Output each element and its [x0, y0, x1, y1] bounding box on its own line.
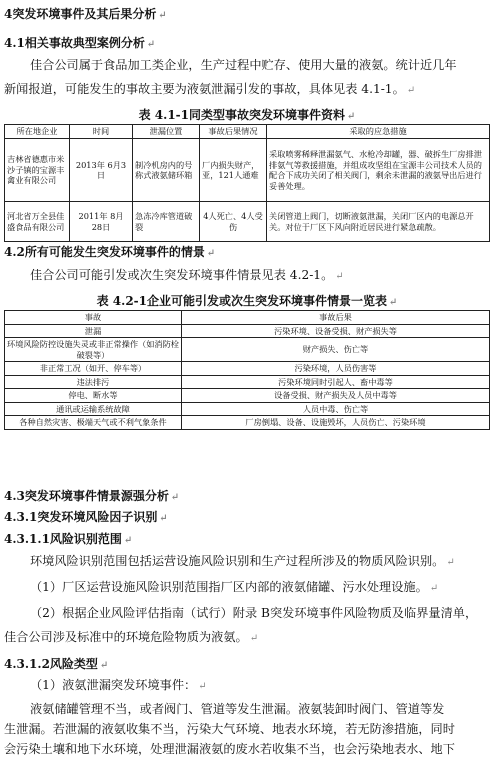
section-heading-4-3-1-1: 4.3.1.1风险识别范围 ↵ — [4, 532, 133, 546]
header-cell: 事故后果 — [182, 311, 490, 325]
table-row — [5, 338, 490, 362]
header-cell: 所在地企业 — [5, 125, 70, 139]
table-cell: 污染环境、设备受损、财产损失等 — [182, 324, 490, 338]
paragraph-1b: 新闻报道，可能发生的事故主要为液氨泄漏引发的事故，具体见表 4.1-1。 ↵ — [4, 82, 416, 96]
paragraph-6: （1）液氨泄漏突发环境事件： ↵ — [30, 678, 207, 692]
table-row — [5, 402, 490, 416]
table-4-2-1 — [4, 310, 490, 430]
table-cell: 违法排污 — [5, 375, 182, 389]
table-cell: 停电、断水等 — [5, 389, 182, 403]
table-header-row — [5, 125, 490, 139]
paragraph-7a: 液氨储罐管理不当，或者阀门、管道等发生泄漏。液氨装卸时阀门、管道等发 — [30, 702, 445, 716]
table-row — [5, 139, 490, 202]
section-heading-4-1: 4.1相关事故典型案例分析 ↵ — [4, 36, 156, 50]
header-cell: 泄漏位置 — [133, 125, 200, 139]
section-heading-4: 4突发环境事件及其后果分析 ↵ — [4, 7, 167, 21]
table-cell: 吉林省德惠市米沙子镇的宝源丰禽业有限公司 — [5, 139, 70, 202]
section-heading-4-3-1-2: 4.3.1.2风险类型 ↵ — [4, 657, 109, 671]
table-cell: 财产损失、伤亡等 — [182, 338, 490, 362]
section-heading-4-2: 4.2所有可能发生突发环境事件的情景 ↵ — [4, 245, 216, 259]
table-cell: 急冻冷库管道破裂 — [133, 202, 200, 242]
table-4-1-1-caption: 表 4.1-1同类型事故突发环境事件资料 ↵ — [138, 108, 356, 122]
paragraph-7c: 会污染土壤和地下水环境，处理泄漏液氨的废水若收集不当，也会污染地表水、地下 — [4, 742, 455, 756]
table-header-row — [5, 311, 490, 325]
table-row — [5, 375, 490, 389]
table-cell: 2013年 6月3日 — [70, 139, 133, 202]
table-cell: 通讯或运输系统故障 — [5, 402, 182, 416]
section-heading-4-3: 4.3突发环境事件情景源强分析 ↵ — [4, 489, 180, 503]
table-cell: 泄漏 — [5, 324, 182, 338]
table-cell: 采取喷雾稀释泄漏氨气、水枪冷却罐，器、破拆生厂房排泄排氨气等救援措施，并组成攻坚组在宝源丰公司技术人员的配合下成功关闭了相关阀门，剩余未泄漏的液氨导出后进行妥善处理。 — [267, 139, 490, 202]
table-row — [5, 362, 490, 376]
table-cell: 污染环境同时引起人、畜中毒等 — [182, 375, 490, 389]
table-cell: 厂内损失财产，亚，121人通难 — [200, 139, 267, 202]
table-4-2-1-caption: 表 4.2-1企业可能引发或次生突发环境事件情景一览表 ↵ — [96, 294, 398, 308]
header-cell: 时间 — [70, 125, 133, 139]
table-cell: 关闭管道上阀门，切断液氨泄漏，关闭厂区内的电源总开关。对位于厂区下风向附近居民进行紧急疏散。 — [267, 202, 490, 242]
table-row — [5, 389, 490, 403]
header-cell: 事故 — [5, 311, 182, 325]
paragraph-2: 佳合公司可能引发或次生突发环境事件情景见表 4.2-1。 ↵ — [30, 268, 344, 282]
table-cell: 制冷机房内的号称式液氨储环箱 — [133, 139, 200, 202]
table-cell: 厂房倒塌、设备、设施毁坏，人员伤亡、污染环境 — [182, 416, 490, 430]
table-cell: 设备受损、财产损失及人员中毒等 — [182, 389, 490, 403]
header-cell: 采取的应急措施 — [267, 125, 490, 139]
paragraph-1a: 佳合公司属于食品加工类企业，生产过程中贮存、使用大量的液氨。统计近几年 — [30, 58, 457, 72]
table-cell: 各种自然灾害、极端天气或不利气象条件 — [5, 416, 182, 430]
table-row — [5, 202, 490, 242]
table-cell: 河北省万全县佳盛食品有限公司 — [5, 202, 70, 242]
section-heading-4-3-1: 4.3.1突发环境风险因子识别 ↵ — [4, 510, 168, 524]
table-cell: 环境风险防控设施失灵或非正常操作（如消防栓破裂等） — [5, 338, 182, 362]
table-cell: 污染环境，人员伤害等 — [182, 362, 490, 376]
table-cell: 2011年 8月 28日 — [70, 202, 133, 242]
table-row — [5, 324, 490, 338]
table-4-1-1 — [4, 124, 490, 242]
paragraph-5a: （2）根据企业风险评估指南（试行）附录 B突发环境事件风险物质及临界量清单， — [30, 606, 478, 620]
paragraph-4: （1）厂区运营设施风险识别范围指厂区内部的液氨储罐、污水处理设施。 ↵ — [30, 580, 439, 594]
table-row — [5, 416, 490, 430]
header-cell: 事故后果情况 — [200, 125, 267, 139]
table-cell: 4人死亡、4人受伤 — [200, 202, 267, 242]
paragraph-3: 环境风险识别范围包括运营设施风险识别和生产过程所涉及的物质风险识别。 ↵ — [30, 554, 455, 568]
paragraph-5b: 佳合公司涉及标准中的环境危险物质为液氨。 ↵ — [4, 630, 259, 644]
table-cell: 人员中毒、伤亡等 — [182, 402, 490, 416]
table-cell: 非正常工况（如开、停车等） — [5, 362, 182, 376]
paragraph-7b: 生泄漏。若泄漏的液氨收集不当，污染大气环境、地表水环境，若无防渗措施，同时 — [4, 722, 455, 736]
